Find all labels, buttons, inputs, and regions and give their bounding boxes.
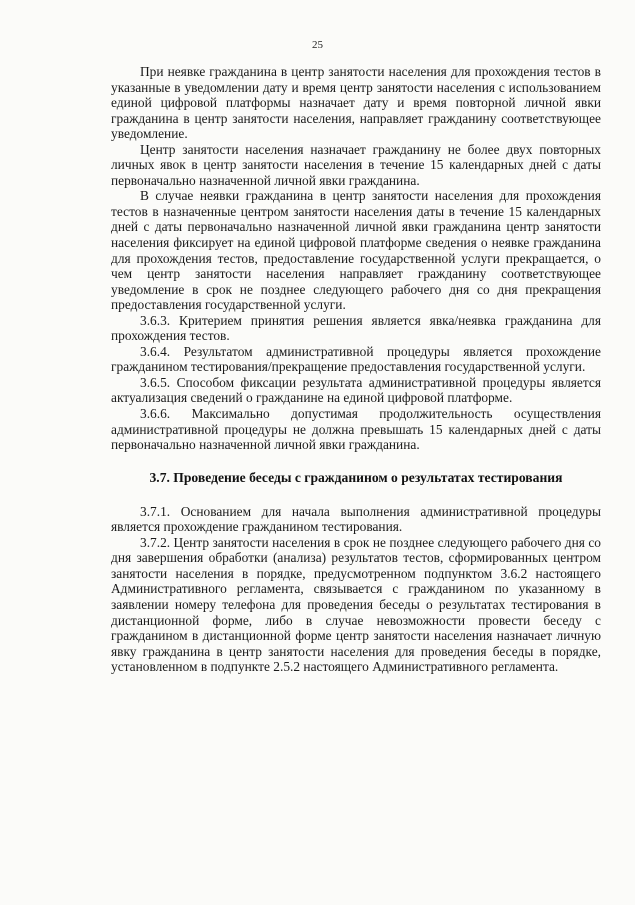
paragraph-3-6-6: 3.6.6. Максимально допустимая продолжительность осуществления административной процедуры не должна превышать 15 календарных дней с даты первоначально назначенной личной явки гражданина. (111, 406, 601, 453)
paragraph-3-7-1: 3.7.1. Основанием для начала выполнения административной процедуры является прохождение гражданином тестирования. (111, 503, 601, 535)
paragraph-3-6-5: 3.6.5. Способом фиксации результата административной процедуры является актуализация сведений о гражданине на единой цифровой платформе. (111, 374, 601, 406)
paragraph-3-6-4: 3.6.4. Результатом административной процедуры является прохождение гражданином тестирования/прекращение предоставления государственной услуги. (111, 343, 601, 375)
paragraph-non-appearance-termination: В случае неявки гражданина в центр занятости населения для прохождения тестов в назначенные центром занятости населения даты в течение 15 календарных дней с даты первоначально назначенной личной явки гражданина центр занятости населения фиксирует на единой цифровой платформе сведения о неявке гражданина для прохождения тестов, предоставление государственной услуги прекращается, о чем центр занятости населения направляет гражданину соответствующее уведомление в срок не позднее следующего рабочего дня со дня прекращения предоставления государственной услуги. (111, 188, 601, 313)
document-body (111, 64, 601, 675)
page-number: 25 (312, 39, 323, 51)
paragraph-repeat-appearance: При неявке гражданина в центр занятости населения для прохождения тестов в указанные в уведомлении дату и время центр занятости населения с использованием единой цифровой платформы назначает дату и время повторной личной явки гражданина в центр занятости населения, направляет гражданину соответствующее уведомление. (111, 64, 601, 142)
paragraph-3-7-2: 3.7.2. Центр занятости населения в срок не позднее следующего рабочего дня со дня завершения обработки (анализа) результатов тестов, сформированных центром занятости населения в порядке, предусмотренном подпунктом 3.6.2 настоящего Административного регламента, связывается с гражданином по указанному в заявлении номеру телефона для проведения беседы о результатах тестирования в дистанционной форме, либо в случае невозможности провести беседу с гражданином в дистанционной форме центр занятости населения назначает личную явку гражданина в центр занятости населения для проведения беседы в порядке, установленном в подпункте 2.5.2 настоящего Административного регламента. (111, 534, 601, 675)
section-heading-3-7: 3.7. Проведение беседы с гражданином о результатах тестирования (149, 469, 563, 485)
paragraph-max-two-appearances: Центр занятости населения назначает гражданину не более двух повторных личных явок в центр занятости населения в течение 15 календарных дней с даты первоначально назначенной личной явки гражданина. (111, 141, 601, 188)
paragraph-3-6-3: 3.6.3. Критерием принятия решения является явка/неявка гражданина для прохождения тестов. (111, 312, 601, 344)
